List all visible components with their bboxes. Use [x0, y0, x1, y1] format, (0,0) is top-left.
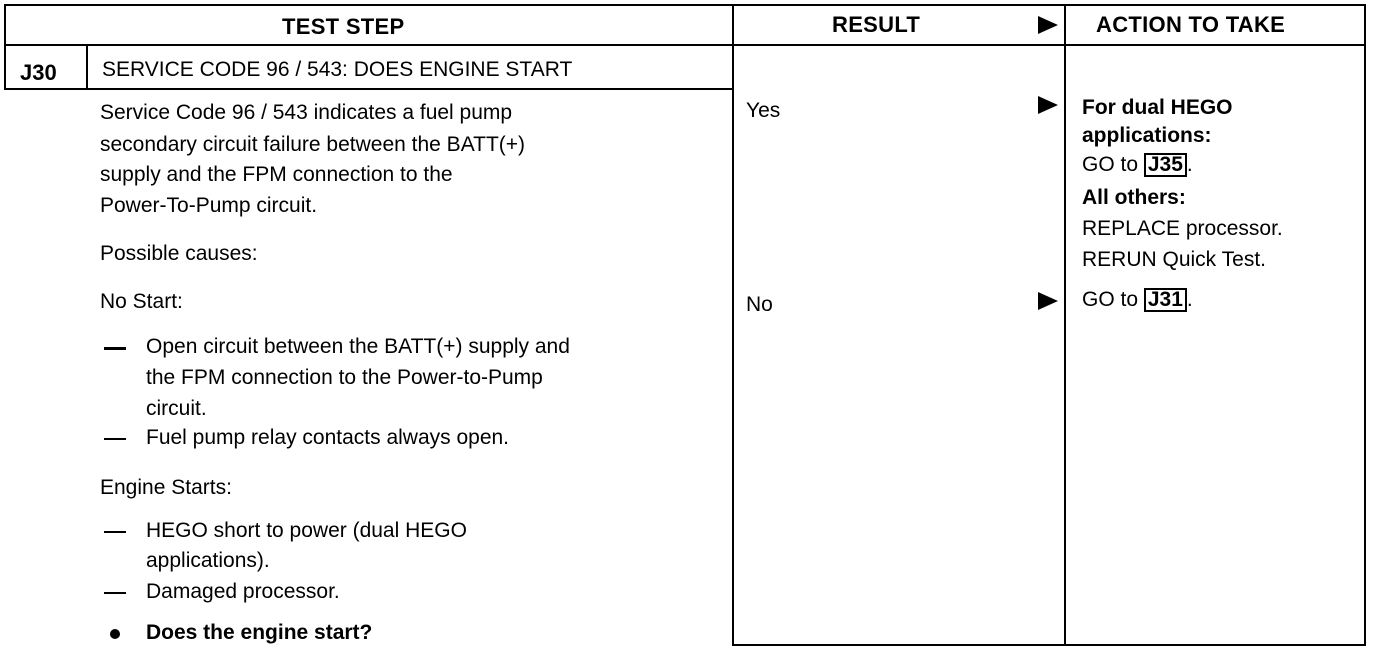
- step-id-divider: [86, 44, 88, 90]
- description-line: Power-To-Pump circuit.: [100, 194, 318, 217]
- dash-icon: [104, 531, 126, 533]
- cause-line: applications).: [146, 549, 270, 572]
- step-reference-j31[interactable]: J31: [1144, 288, 1187, 312]
- step-id: J30: [20, 60, 57, 85]
- header-action: ACTION TO TAKE: [1096, 12, 1286, 37]
- action-goto-j31: [1082, 288, 1193, 312]
- header-bottom-rule: [4, 44, 1366, 46]
- action-line: For dual HEGO: [1082, 96, 1233, 119]
- engine-starts-label: Engine Starts:: [100, 476, 232, 499]
- cause-line: Fuel pump relay contacts always open.: [146, 426, 510, 449]
- action-goto-suffix: .: [1186, 288, 1193, 311]
- bullet-icon: [110, 629, 120, 639]
- table-top-border: [4, 4, 1366, 6]
- dash-icon: [104, 592, 126, 594]
- step-title: SERVICE CODE 96 / 543: DOES ENGINE START: [102, 58, 573, 81]
- action-goto-suffix: .: [1186, 153, 1193, 176]
- header-arrow-icon: [1038, 16, 1058, 34]
- action-goto-text: GO to: [1082, 153, 1144, 176]
- cause-line: Open circuit between the BATT(+) supply and: [146, 335, 570, 358]
- table-right-border: [1364, 4, 1366, 644]
- action-goto-j35: [1082, 153, 1193, 177]
- step-title-bottom-rule: [4, 88, 732, 90]
- result-no: No: [746, 293, 773, 316]
- step-reference-j35[interactable]: J35: [1144, 153, 1187, 177]
- action-line: RERUN Quick Test.: [1082, 248, 1266, 271]
- action-line: applications:: [1082, 124, 1212, 147]
- description-line: supply and the FPM connection to the: [100, 163, 453, 186]
- dash-icon: [104, 347, 126, 350]
- table-bottom-rule: [732, 644, 1366, 646]
- step-question: Does the engine start?: [146, 621, 373, 644]
- table-left-border: [4, 4, 6, 90]
- action-line: REPLACE processor.: [1082, 217, 1283, 240]
- description-line: Service Code 96 / 543 indicates a fuel pump: [100, 101, 513, 124]
- result-yes: Yes: [746, 99, 781, 122]
- cause-line: the FPM connection to the Power-to-Pump: [146, 366, 543, 389]
- result-column-divider: [732, 4, 734, 646]
- header-result: RESULT: [832, 12, 921, 37]
- no-start-label: No Start:: [100, 290, 183, 313]
- result-arrow-icon: [1038, 96, 1058, 114]
- cause-line: Damaged processor.: [146, 580, 340, 603]
- action-line: All others:: [1082, 186, 1186, 209]
- cause-line: HEGO short to power (dual HEGO: [146, 519, 467, 542]
- result-arrow-icon: [1038, 292, 1058, 310]
- header-test-step: TEST STEP: [282, 14, 405, 39]
- dash-icon: [104, 438, 126, 440]
- description-line: secondary circuit failure between the BATT(+): [100, 133, 526, 156]
- cause-line: circuit.: [146, 397, 207, 420]
- possible-causes-label: Possible causes:: [100, 242, 258, 265]
- action-column-divider: [1064, 4, 1066, 646]
- action-goto-text: GO to: [1082, 288, 1144, 311]
